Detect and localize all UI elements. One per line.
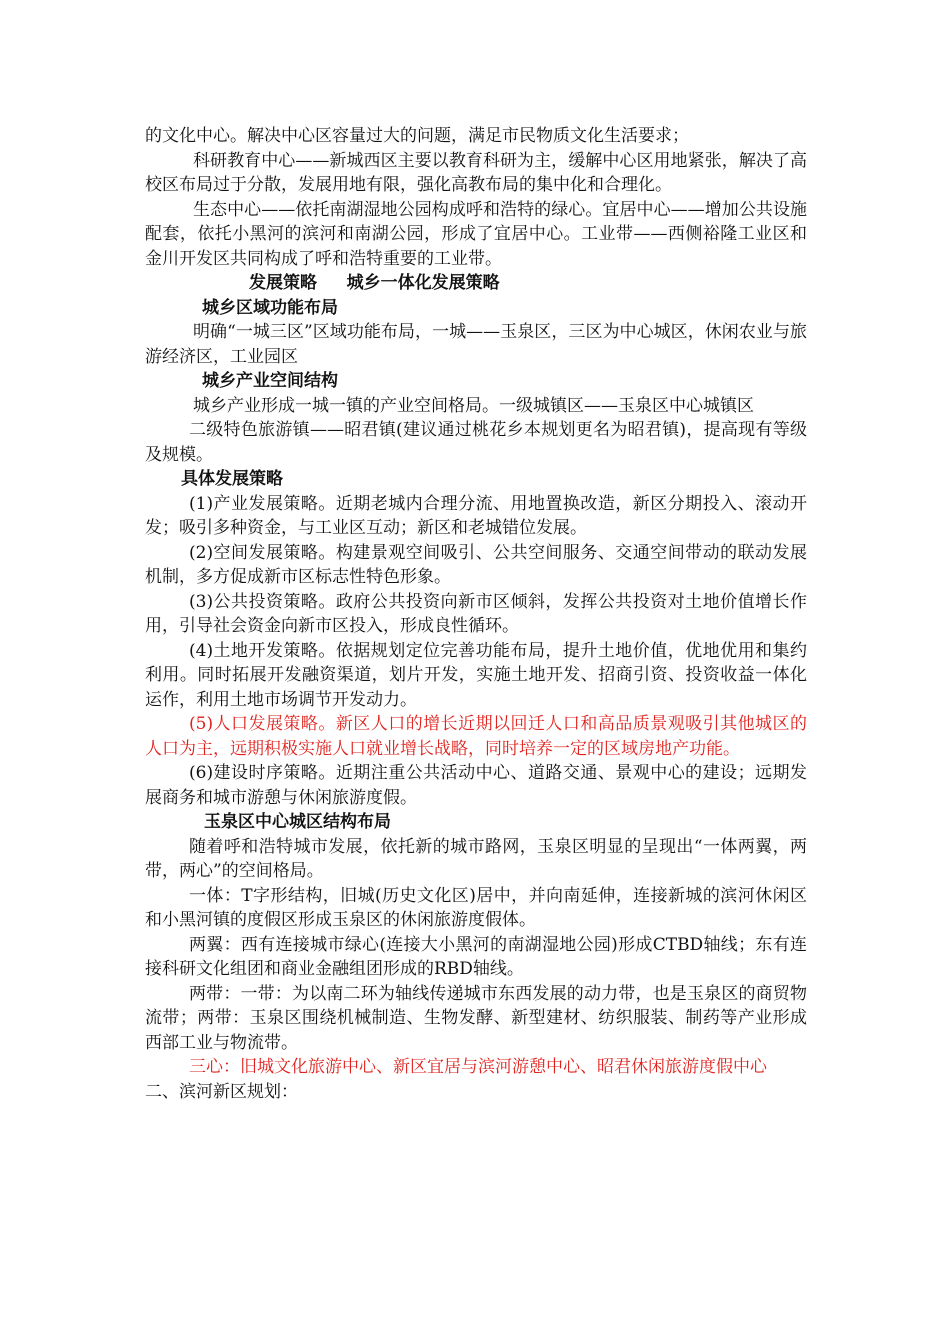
strategy-space: (2)空间发展策略。构建景观空间吸引、公共空间服务、交通空间带动的联动发展机制，多方促成新市区标志性特色形象。 bbox=[145, 542, 807, 587]
paragraph-two-belts: 两带：一带：为以南二环为轴线传递城市东西发展的动力带，也是玉泉区的商贸物流带；两带：玉泉区围绕机械制造、生物发酵、新型建材、纺织服装、制药等产业形成西部工业与物流带。 bbox=[145, 983, 807, 1053]
strategy-industry: (1)产业发展策略。近期老城内合理分流、用地置换改造，新区分期投入、滚动开发；吸引多种资金，与工业区互动；新区和老城错位发展。 bbox=[145, 493, 807, 538]
paragraph-culture-center: 的文化中心。解决中心区容量过大的问题，满足市民物质文化生活要求； bbox=[145, 126, 689, 146]
strategy-public-investment: (3)公共投资策略。政府公共投资向新市区倾斜，发挥公共投资对土地价值增长作用，引导社会资金向新市区投入，形成良性循环。 bbox=[145, 591, 807, 636]
document-body bbox=[145, 124, 807, 1104]
paragraph-function-layout: 明确“一城三区”区域功能布局，一城——玉泉区，三区为中心城区，休闲农业与旅游经济区，工业园区 bbox=[145, 322, 807, 367]
section-heading-riverside: 二、滨河新区规划： bbox=[145, 1081, 298, 1102]
heading-development-strategy: 发展策略 城乡一体化发展策略 bbox=[249, 273, 500, 293]
paragraph-zhaojun-town: 二级特色旅游镇——昭君镇(建议通过桃花乡本规划更名为昭君镇)，提高现有等级及规模。 bbox=[145, 420, 807, 465]
strategy-population: (5)人口发展策略。新区人口的增长近期以回迁人口和高品质景观吸引其他城区的人口为主，远期积极实施人口就业增长战略，同时培养一定的区域房地产功能。 bbox=[145, 714, 807, 759]
heading-specific-strategy: 具体发展策略 bbox=[181, 469, 283, 489]
heading-urban-rural-function: 城乡区域功能布局 bbox=[202, 297, 338, 318]
paragraph-two-wings: 两翼：西有连接城市绿心(连接大小黑河的南湖湿地公园)形成CTBD轴线；东有连接科研文化组团和商业金融组团形成的RBD轴线。 bbox=[145, 934, 807, 979]
heading-yuquan-structure: 玉泉区中心城区结构布局 bbox=[204, 812, 391, 832]
paragraph-industry-pattern: 城乡产业形成一城一镇的产业空间格局。一级城镇区——玉泉区中心城镇区 bbox=[193, 395, 754, 416]
heading-industry-structure: 城乡产业空间结构 bbox=[202, 371, 338, 391]
strategy-land: (4)土地开发策略。依据规划定位完善功能布局，提升土地价值，优地优用和集约利用。同时拓展开发融资渠道，划片开发，实施土地开发、招商引资、投资收益一体化运作，利用土地市场调节开发动力。 bbox=[145, 640, 807, 710]
paragraph-research-center: 科研教育中心——新城西区主要以教育科研为主，缓解中心区用地紧张，解决了高校区布局过于分散，发展用地有限，强化高教布局的集中化和合理化。 bbox=[145, 150, 807, 195]
paragraph-three-centers: 三心：旧城文化旅游中心、新区宜居与滨河游憩中心、昭君休闲旅游度假中心 bbox=[189, 1057, 767, 1077]
paragraph-spatial-pattern: 随着呼和浩特城市发展，依托新的城市路网，玉泉区明显的呈现出“一体两翼，两带，两心”的空间格局。 bbox=[145, 836, 807, 881]
strategy-construction: (6)建设时序策略。近期注重公共活动中心、道路交通、景观中心的建设；远期发展商务和城市游憩与休闲旅游度假。 bbox=[145, 763, 807, 808]
paragraph-one-body: 一体：T字形结构，旧城(历史文化区)居中，并向南延伸，连接新城的滨河休闲区和小黑河镇的度假区形成玉泉区的休闲旅游度假体。 bbox=[145, 885, 807, 930]
paragraph-eco-center: 生态中心——依托南湖湿地公园构成呼和浩特的绿心。宜居中心——增加公共设施配套，依托小黑河的滨河和南湖公园，形成了宜居中心。工业带——西侧裕隆工业区和金川开发区共同构成了呼和浩特重要的工业带。 bbox=[145, 199, 807, 269]
